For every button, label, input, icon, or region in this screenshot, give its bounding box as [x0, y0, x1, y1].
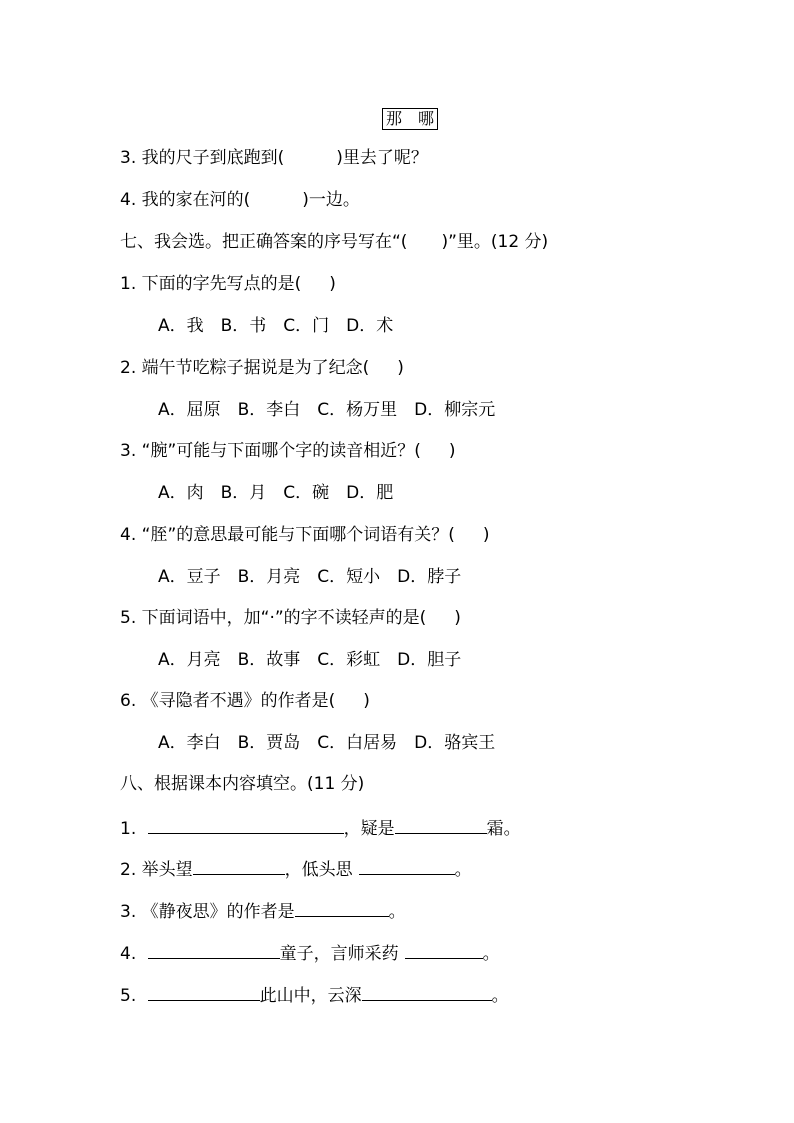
poem-text-mid: ，低头思: [284, 860, 353, 880]
close-paren: ): [482, 525, 490, 545]
answer-blank[interactable]: [395, 815, 487, 834]
question-text: “腕”可能与下面哪个字的读音相近？(: [141, 441, 421, 461]
question-number: 1.: [120, 819, 137, 839]
answer-blank[interactable]: [362, 982, 492, 1001]
choice-options-4: A．豆子 B．月亮 C．短小 D．脖子: [158, 567, 462, 587]
choice-question-5: [120, 606, 461, 630]
poem-text: 童子，言师采药: [279, 944, 399, 964]
question-number: 6.: [120, 691, 137, 711]
poem-text-end: 。: [482, 944, 500, 964]
section-7-title: 七、我会选。把正确答案的序号写在“( )”里。(12 分): [120, 232, 549, 252]
poem-fill-1: [120, 815, 521, 841]
answer-blank[interactable]: [148, 815, 344, 834]
question-number: 5.: [120, 608, 137, 628]
close-paren: ): [363, 691, 370, 711]
choice-options-2: A．屈原 B．李白 C．杨万里 D．柳宗元: [158, 400, 496, 420]
choice-question-4: [120, 523, 490, 547]
close-paren: ): [454, 608, 461, 628]
question-number: 1.: [120, 274, 137, 294]
poem-text: ，疑是: [343, 819, 395, 839]
choice-options-5: A．月亮 B．故事 C．彩虹 D．胆子: [158, 650, 462, 670]
answer-blank[interactable]: [295, 898, 389, 917]
question-text: 《寻隐者不遇》的作者是(: [141, 691, 336, 711]
question-text-end: )里去了呢？: [336, 148, 428, 168]
choice-question-1: [120, 272, 336, 296]
answer-blank[interactable]: [148, 940, 280, 959]
question-text: 下面词语中，加“·”的字不读轻声的是(: [141, 608, 427, 628]
poem-fill-3: [120, 898, 406, 924]
question-number: 4.: [120, 525, 137, 545]
poem-fill-4: [120, 940, 500, 966]
poem-text: 举头望: [141, 860, 193, 880]
question-text: 我的尺子到底跑到(: [141, 148, 285, 168]
question-text-end: )一边。: [302, 190, 360, 210]
question-text: “胵”的意思最可能与下面哪个词语有关？(: [141, 525, 455, 545]
answer-blank[interactable]: [193, 856, 285, 875]
fill-question-4: [120, 188, 360, 212]
question-text: 我的家在河的(: [141, 190, 251, 210]
question-number: 3.: [120, 148, 137, 168]
close-paren: ): [329, 274, 336, 294]
poem-text: 此山中，云深: [259, 986, 362, 1006]
fill-question-3: [120, 146, 428, 170]
question-number: 5.: [120, 986, 137, 1006]
poem-text-end: 。: [388, 902, 406, 922]
choice-options-1: A．我 B．书 C．门 D．术: [158, 316, 394, 336]
question-text: 下面的字先写点的是(: [141, 274, 302, 294]
choice-question-2: [120, 356, 404, 380]
section-8-title: 八、根据课本内容填空。(11 分): [120, 774, 365, 794]
answer-blank[interactable]: [405, 940, 483, 959]
poem-text-end: 。: [454, 860, 472, 880]
boxed-word-choices: 那 哪: [382, 108, 438, 130]
question-number: 2.: [120, 860, 137, 880]
poem-fill-5: [120, 982, 509, 1008]
answer-blank[interactable]: [359, 856, 455, 875]
choice-question-3: [120, 439, 456, 463]
question-number: 4.: [120, 944, 137, 964]
question-number: 2.: [120, 358, 137, 378]
poem-text-end: 霜。: [486, 819, 521, 839]
question-number: 3.: [120, 441, 137, 461]
question-number: 4.: [120, 190, 137, 210]
answer-blank[interactable]: [148, 982, 260, 1001]
poem-text: 《静夜思》的作者是: [141, 902, 295, 922]
poem-fill-2: [120, 856, 472, 882]
question-text: 端午节吃粽子据说是为了纪念(: [141, 358, 370, 378]
close-paren: ): [448, 441, 456, 461]
choice-question-6: [120, 689, 370, 713]
choice-options-3: A．肉 B．月 C．碗 D．肥: [158, 483, 394, 503]
question-number: 3.: [120, 902, 137, 922]
choice-options-6: A．李白 B．贾岛 C．白居易 D．骆宾王: [158, 733, 496, 753]
close-paren: ): [397, 358, 404, 378]
poem-text-end: 。: [491, 986, 509, 1006]
